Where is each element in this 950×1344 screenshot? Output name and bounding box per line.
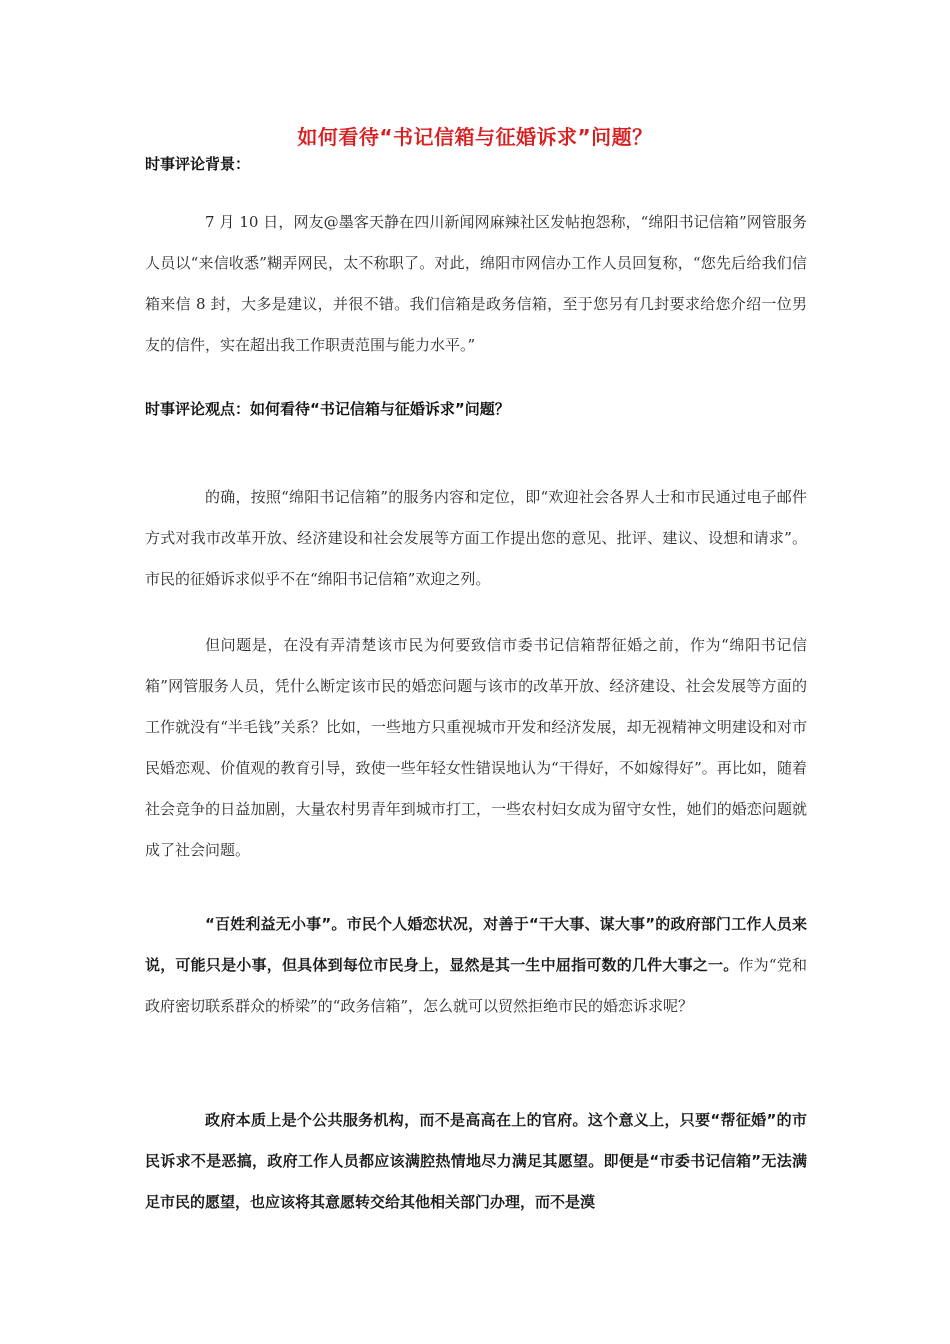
paragraph-3-rest: 作为“党和政府密切联系群众的桥梁”的“政务信箱”，怎么就可以贸然拒绝市民的婚恋诉求呢？ <box>145 956 807 1015</box>
background-paragraph: 7 月 10 日，网友@墨客天静在四川新闻网麻辣社区发帖抱怨称，“绵阳书记信箱”网管服务人员以“来信收悉”糊弄网民，太不称职了。对此，绵阳市网信办工作人员回复称，“您先后给我们信箱来信 8 封，大多是建议，并很不错。我们信箱是政务信箱，至于您另有几封要求给您介绍一位男友的信件，实在超出我工作职责范围与能力水平。” <box>145 213 807 354</box>
paragraph-4: 政府本质上是个公共服务机构，而不是高高在上的官府。这个意义上，只要“帮征婚”的市民诉求不是恶搞，政府工作人员都应该满腔热情地尽力满足其愿望。即便是“市委书记信箱”无法满足市民的愿望，也应该将其意愿转交给其他相关部门办理，而不是漠 <box>145 1111 807 1211</box>
paragraph-1: 的确，按照“绵阳书记信箱”的服务内容和定位，即“欢迎社会各界人士和市民通过电子邮件方式对我市改革开放、经济建设和社会发展等方面工作提出您的意见、批评、建议、设想和请求”。市民的征婚诉求似乎不在“绵阳书记信箱”欢迎之列。 <box>145 488 807 588</box>
viewpoint-heading: 时事评论观点：如何看待“书记信箱与征婚诉求”问题？ <box>145 400 510 418</box>
paragraph-3 <box>145 904 807 1027</box>
paragraph-2: 但问题是，在没有弄清楚该市民为何要致信市委书记信箱帮征婚之前，作为“绵阳书记信箱”网管服务人员，凭什么断定该市民的婚恋问题与该市的改革开放、经济建设、社会发展等方面的工作就没有“半毛钱”关系？比如，一些地方只重视城市开发和经济发展，却无视精神文明建设和对市民婚恋观、价值观的教育引导，致使一些年轻女性错误地认为“干得好，不如嫁得好”。再比如，随着社会竞争的日益加剧，大量农村男青年到城市打工，一些农村妇女成为留守女性，她们的婚恋问题就成了社会问题。 <box>145 636 807 859</box>
background-heading: 时事评论背景： <box>145 155 251 173</box>
document-title: 如何看待“书记信箱与征婚诉求”问题？ <box>297 125 653 149</box>
paragraph-3-bold: “百姓利益无小事”。市民个人婚恋状况，对善于“干大事、谋大事”的政府部门工作人员来说，可能只是小事，但具体到每位市民身上，显然是其一生中屈指可数的几件大事之一。 <box>145 915 807 974</box>
